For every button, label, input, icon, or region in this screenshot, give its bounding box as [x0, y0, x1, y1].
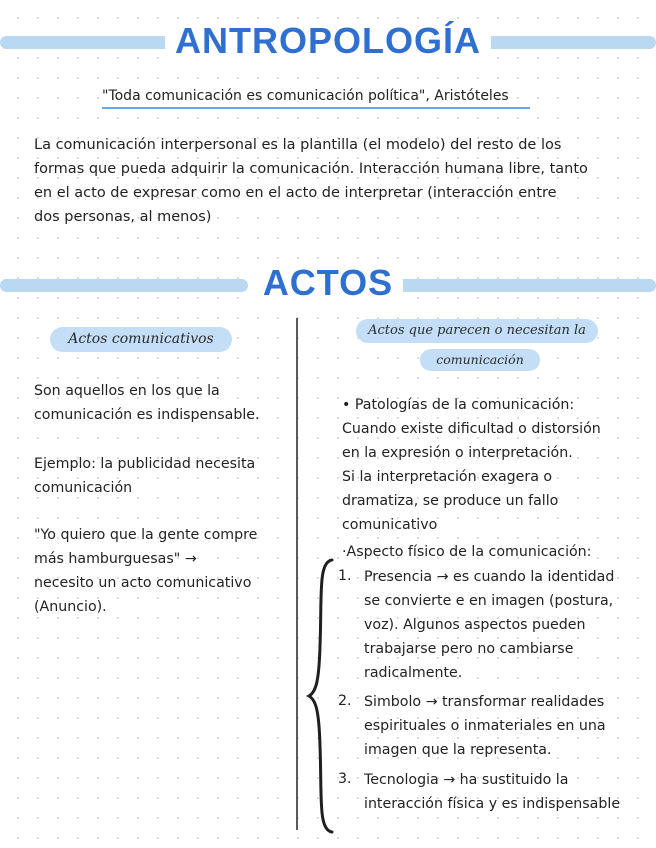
hamburger-quote-text [34, 523, 284, 619]
definition-text [34, 379, 284, 427]
left-heading: Actos comunicativos [68, 331, 214, 347]
pathologies-text [342, 393, 642, 537]
text-line: Son aquellos en los que la [34, 383, 220, 399]
text-line: espirituales o inmateriales en una [364, 718, 606, 734]
column-divider [296, 318, 298, 830]
text-line: necesito un acto comunicativo [34, 575, 252, 591]
intro-line: en el acto de expresar como en el acto de interpretar (interacción entre [34, 185, 557, 201]
text-line: Ejemplo: la publicidad necesita [34, 456, 256, 472]
symbol-item [364, 690, 646, 762]
text-line: comunicación [34, 480, 133, 496]
example-text [34, 452, 284, 500]
intro-line: La comunicación interpersonal es la plantilla (el modelo) del resto de los [34, 137, 562, 153]
section-title: ACTOS [0, 262, 656, 304]
text-line: comunicación es indispensable. [34, 407, 260, 423]
text-line: se convierte e en imagen (postura, [364, 593, 614, 609]
text-line: Tecnologia → ha sustituido la [364, 772, 569, 788]
physical-aspect-heading: ·Aspecto físico de la comunicación: [342, 544, 592, 560]
right-heading-pill-2 [420, 349, 540, 371]
presence-item [364, 565, 646, 685]
right-heading-pill-1 [356, 319, 598, 343]
text-line: radicalmente. [364, 665, 463, 681]
text-line: en la expresión o interpretación. [342, 445, 573, 461]
item-number: 1. [338, 568, 352, 584]
aristotle-quote: "Toda comunicación es comunicación política", Aristóteles [102, 86, 530, 109]
intro-paragraph [34, 133, 624, 229]
item-number: 3. [338, 771, 352, 787]
text-line: más hamburguesas" → [34, 551, 197, 567]
text-line: imagen que la representa. [364, 742, 552, 758]
text-line: Simbolo → transformar realidades [364, 694, 605, 710]
intro-line: dos personas, al menos) [34, 209, 212, 225]
text-line: voz). Algunos aspectos pueden [364, 617, 586, 633]
text-line: interacción física y es indispensable [364, 796, 621, 812]
item-number: 2. [338, 693, 352, 709]
text-line: Si la interpretación exagera o [342, 469, 553, 485]
right-heading-line2: comunicación [436, 352, 524, 367]
left-heading-pill [50, 327, 232, 352]
page-title: ANTROPOLOGÍA [0, 20, 656, 62]
text-line: Presencia → es cuando la identidad [364, 569, 615, 585]
text-line: (Anuncio). [34, 599, 107, 615]
text-line: trabajarse pero no cambiarse [364, 641, 574, 657]
technology-item [364, 768, 646, 816]
text-line: dramatiza, se produce un fallo [342, 493, 559, 509]
text-line: • Patologías de la comunicación: [342, 397, 575, 413]
text-line: comunicativo [342, 517, 438, 533]
intro-line: formas que pueda adquirir la comunicación. Interacción humana libre, tanto [34, 161, 588, 177]
text-line: "Yo quiero que la gente compre [34, 527, 258, 543]
right-heading-line1: Actos que parecen o necesitan la [368, 323, 586, 338]
text-line: Cuando existe dificultad o distorsión [342, 421, 601, 437]
curly-brace-icon [306, 556, 336, 836]
